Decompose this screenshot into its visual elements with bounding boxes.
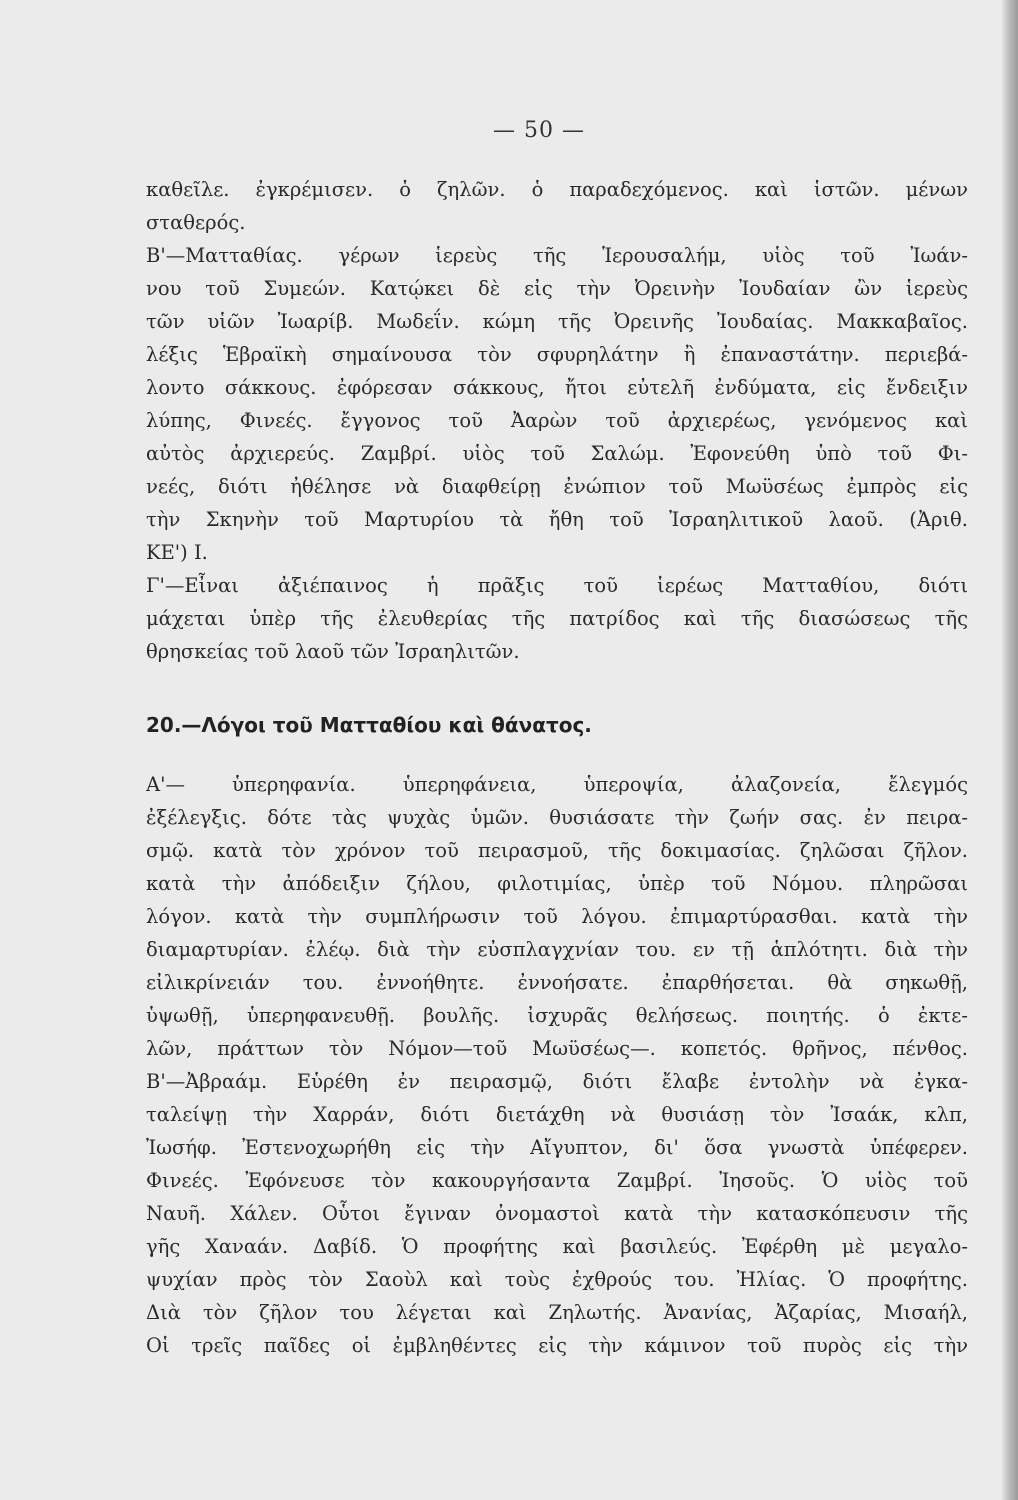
text-line: θρησκείας τοῦ λαοῦ τῶν Ἰσραηλιτῶν.: [146, 640, 520, 663]
text-line: λόγον. κατὰ τὴν συμπλήρωσιν τοῦ λόγου. ἐπιμαρτύρασθαι. κατὰ τὴν: [146, 905, 968, 928]
text-line: Β'—Ματταθίας. γέρων ἱερεὺς τῆς Ἱερουσαλήμ, υἱὸς τοῦ Ἰωάν-: [146, 244, 968, 267]
text-line: Ἰωσήφ. Ἐστενοχωρήθη εἰς τὴν Αἴγυπτον, δι' ὅσα γνωστὰ ὑπέφερεν.: [146, 1136, 968, 1159]
page-edge-shadow: [1002, 0, 1018, 1500]
text-line: εἰλικρίνειάν του. ἐννοήθητε. ἐννοήσατε. ἐπαρθήσεται. θὰ σηκωθῇ,: [146, 971, 968, 994]
text-line: καθεῖλε. ἐγκρέμισεν. ὁ ζηλῶν. ὁ παραδεχόμενος. καὶ ἱστῶν. μένων: [146, 178, 968, 201]
text-line: Α'— ὑπερηφανία. ὑπερηφάνεια, ὑπεροψία, ἀλαζονεία, ἔλεγμός: [146, 773, 968, 796]
text-line: σμῷ. κατὰ τὸν χρόνον τοῦ πειρασμοῦ, τῆς δοκιμασίας. ζηλῶσαι ζῆλον.: [146, 839, 968, 862]
text-line: κατὰ τὴν ἀπόδειξιν ζήλου, φιλοτιμίας, ὑπὲρ τοῦ Νόμου. πληρῶσαι: [146, 872, 968, 895]
text-line: ἐξέλεγξις. δότε τὰς ψυχὰς ὑμῶν. θυσιάσατε τὴν ζωήν σας. ἐν πειρα-: [146, 806, 968, 829]
text-line: ὑψωθῇ, ὑπερηφανευθῇ. βουλῆς. ἰσχυρᾶς θελήσεως. ποιητής. ὁ ἐκτε-: [146, 1004, 968, 1027]
text-line: Ναυῆ. Χάλεν. Οὗτοι ἔγιναν ὀνομαστοὶ κατὰ τὴν κατασκόπευσιν τῆς: [146, 1202, 968, 1225]
text-line: Γ'—Εἶναι ἀξιέπαινος ἡ πρᾶξις τοῦ ἱερέως Ματταθίου, διότι: [146, 574, 968, 597]
text-line: Οἱ τρεῖς παῖδες οἱ ἐμβληθέντες εἰς τὴν κάμινον τοῦ πυρὸς εἰς τὴν: [146, 1334, 968, 1357]
text-line: Φινεές. Ἐφόνευσε τὸν κακουργήσαντα Ζαμβρί. Ἰησοῦς. Ὁ υἱὸς τοῦ: [146, 1169, 968, 1192]
text-line: Διὰ τὸν ζῆλον του λέγεται καὶ Ζηλωτής. Ἀνανίας, Ἀζαρίας, Μισαήλ,: [146, 1301, 968, 1324]
text-line: γῆς Χαναάν. Δαβίδ. Ὁ προφήτης καὶ βασιλεύς. Ἐφέρθη μὲ μεγαλο-: [146, 1235, 968, 1258]
text-line: διαμαρτυρίαν. ἐλέῳ. διὰ τὴν εὐσπλαγχνίαν του. εν τῇ ἁπλότητι. διὰ τὴν: [146, 938, 968, 961]
page-number: — 50 —: [493, 118, 585, 143]
text-line: αὐτὸς ἀρχιερεύς. Ζαμβρί. υἱὸς τοῦ Σαλώμ. Ἐφονεύθη ὑπὸ τοῦ Φι-: [146, 442, 968, 465]
text-line: τῶν υἱῶν Ἰωαρίβ. Μωδεΐν. κώμη τῆς Ὀρεινῆς Ἰουδαίας. Μακκαβαῖος.: [146, 310, 968, 333]
text-line: νου τοῦ Συμεών. Κατῴκει δὲ εἰς τὴν Ὀρεινὴν Ἰουδαίαν ὢν ἱερεὺς: [146, 277, 968, 300]
text-line: ταλείψῃ τὴν Χαρράν, διότι διετάχθη νὰ θυσιάσῃ τὸν Ἰσαάκ, κλπ,: [146, 1103, 968, 1126]
text-line: ψυχίαν πρὸς τὸν Σαοὺλ καὶ τοὺς ἐχθρούς του. Ἠλίας. Ὁ προφήτης.: [146, 1268, 968, 1291]
text-line: νεές, διότι ἠθέλησε νὰ διαφθείρῃ ἐνώπιον τοῦ Μωϋσέως ἐμπρὸς εἰς: [146, 475, 968, 498]
text-line: λύπης, Φινεές. ἔγγονος τοῦ Ἀαρὼν τοῦ ἀρχιερέως, γενόμενος καὶ: [146, 409, 968, 432]
text-block-top: [146, 173, 968, 668]
text-line: Β'—Ἀβραάμ. Εὑρέθη ἐν πειρασμῷ, διότι ἔλαβε ἐντολὴν νὰ ἐγκα-: [146, 1070, 968, 1093]
section-heading: 20.—Λόγοι τοῦ Ματταθίου καὶ θάνατος.: [146, 713, 592, 737]
text-line: τὴν Σκηνὴν τοῦ Μαρτυρίου τὰ ἤθη τοῦ Ἰσραηλιτικοῦ λαοῦ. (Ἀριθ.: [146, 508, 968, 531]
text-line: λῶν, πράττων τὸν Νόμον—τοῦ Μωϋσέως—. κοπετός. θρῆνος, πένθος.: [146, 1037, 968, 1060]
text-line: ΚΕ') Ι.: [146, 541, 208, 564]
text-block-bottom: [146, 768, 968, 1362]
text-line: λοντο σάκκους. ἐφόρεσαν σάκκους, ἤτοι εὐτελῆ ἐνδύματα, εἰς ἔνδειξιν: [146, 376, 968, 399]
text-line: μάχεται ὑπὲρ τῆς ἐλευθερίας τῆς πατρίδος καὶ τῆς διασώσεως τῆς: [146, 607, 968, 630]
text-line: σταθερός.: [146, 211, 246, 234]
text-line: λέξις Ἑβραϊκὴ σημαίνουσα τὸν σφυρηλάτην ἢ ἐπαναστάτην. περιεβά-: [146, 343, 968, 366]
